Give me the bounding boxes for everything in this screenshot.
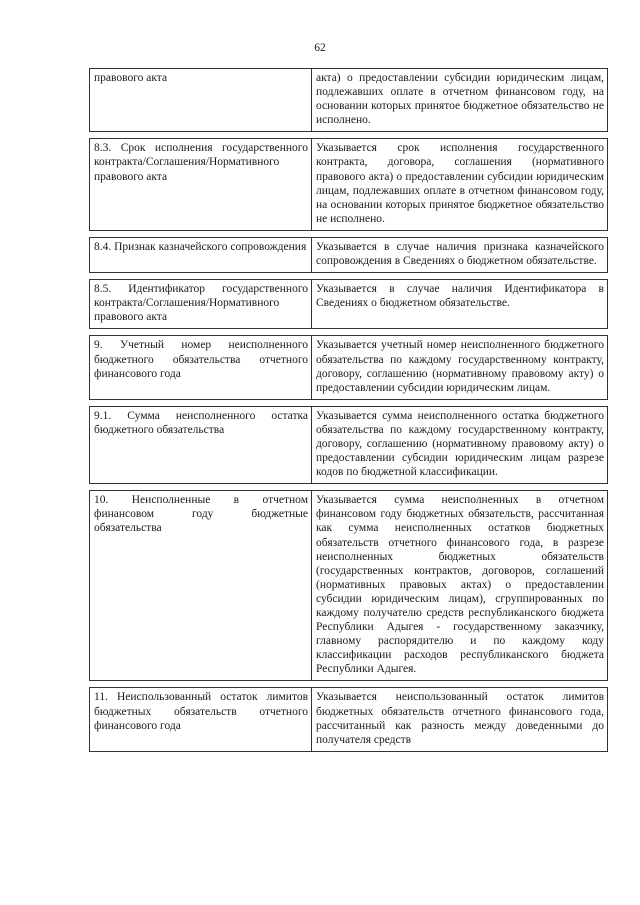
- row-gap: [90, 399, 608, 406]
- table-row: [90, 688, 608, 751]
- field-description-cell: Указывается в случае наличия признака казначейского сопровождения в Сведениях о бюджетном обязательстве.: [312, 237, 608, 272]
- table-row: [90, 280, 608, 329]
- gap-cell: [90, 132, 608, 139]
- field-name-cell: правового акта: [90, 69, 312, 132]
- field-name-cell: 9.1. Сумма неисполненного остатка бюджетного обязательства: [90, 406, 312, 483]
- field-description-cell: Указывается учетный номер неисполненного бюджетного обязательства по каждому государственному контракту, договору, соглашению (нормативному правовому акту) о предоставлении субсидии юридическим лицам.: [312, 336, 608, 399]
- gap-cell: [90, 230, 608, 237]
- field-name-cell: 8.4. Признак казначейского сопровождения: [90, 237, 312, 272]
- row-gap: [90, 273, 608, 280]
- table-row: [90, 139, 608, 231]
- gap-cell: [90, 273, 608, 280]
- page-number: 62: [314, 42, 326, 54]
- row-gap: [90, 329, 608, 336]
- field-description-cell: Указывается срок исполнения государственного контракта, договора, соглашения (нормативного правового акта) о предоставлении субсидии юридическим лицам, подлежавших оплате в отчетном финансовом году, на основании которых принятое бюджетное обязательство не исполнено.: [312, 139, 608, 231]
- row-gap: [90, 230, 608, 237]
- field-name-cell: 9. Учетный номер неисполненного бюджетного обязательства отчетного финансового года: [90, 336, 312, 399]
- field-name-cell: 11. Неиспользованный остаток лимитов бюджетных обязательств отчетного финансового года: [90, 688, 312, 751]
- row-gap: [90, 484, 608, 491]
- field-description-cell: Указывается неиспользованный остаток лимитов бюджетных обязательств отчетного финансового года, рассчитанный как разность между доведенными до получателя средств: [312, 688, 608, 751]
- table-row: [90, 69, 608, 132]
- field-name-cell: 8.3. Срок исполнения государственного контракта/Соглашения/Нормативного правового акта: [90, 139, 312, 231]
- row-gap: [90, 681, 608, 688]
- document-table: [89, 68, 608, 752]
- table-body: [90, 69, 608, 752]
- gap-cell: [90, 399, 608, 406]
- gap-cell: [90, 484, 608, 491]
- field-description-cell: акта) о предоставлении субсидии юридическим лицам, подлежавших оплате в отчетном финансовом году, на основании которых принятое бюджетное обязательство не исполнено.: [312, 69, 608, 132]
- field-name-cell: 10. Неисполненные в отчетном финансовом году бюджетные обязательства: [90, 491, 312, 681]
- table-row: [90, 336, 608, 399]
- table-row: [90, 237, 608, 272]
- field-description-cell: Указывается сумма неисполненного остатка бюджетного обязательства по каждому государственному контракту, договору, соглашению (нормативному правовому акту) о предоставлении субсидии юридическим лицам разрезе кодов по бюджетной классификации.: [312, 406, 608, 483]
- field-name-cell: 8.5. Идентификатор государственного контракта/Соглашения/Нормативного правового акта: [90, 280, 312, 329]
- row-gap: [90, 132, 608, 139]
- gap-cell: [90, 329, 608, 336]
- field-description-cell: Указывается сумма неисполненных в отчетном финансовом году бюджетных обязательств, рассчитанная как сумма неисполненных остатков бюджетных обязательств отчетного финансового года, в разрезе неисполненных бюджетных обязательств (государственных контрактов, договоров, соглашений (нормативных правовых актах) о предоставлении субсидии юридическим лицам), сгруппированных по каждому получателю средств республиканского бюджета Республики Адыгея - государственному заказчику, главному распорядителю и по каждому коду классификации расходов республиканского бюджета Республики Адыгея.: [312, 491, 608, 681]
- table-row: [90, 491, 608, 681]
- table-row: [90, 406, 608, 483]
- gap-cell: [90, 681, 608, 688]
- field-description-cell: Указывается в случае наличия Идентификатора в Сведениях о бюджетном обязательстве.: [312, 280, 608, 329]
